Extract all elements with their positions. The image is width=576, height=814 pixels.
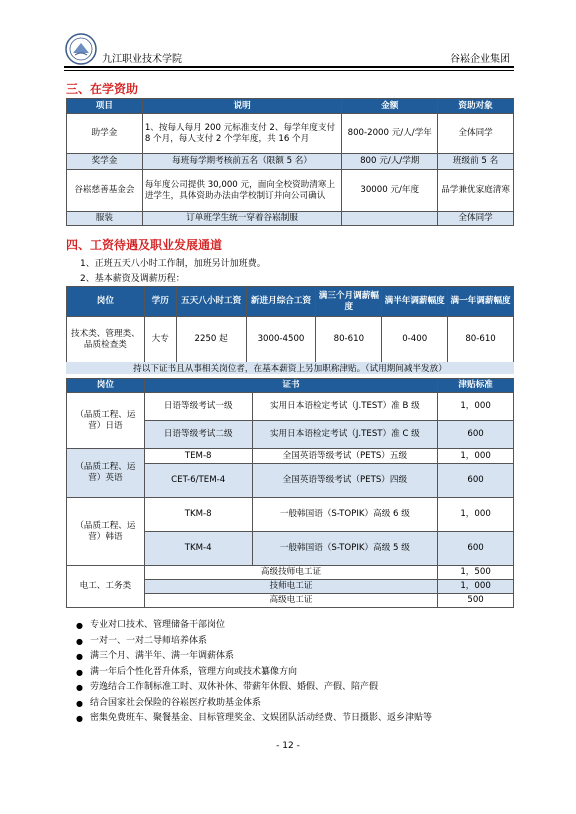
cert-allowance: 1，500 [438, 566, 514, 580]
school-logo-icon [64, 32, 98, 66]
header-divider [64, 66, 514, 68]
table-row [67, 154, 514, 170]
paragraph-salary-intro: 2、基本薪资及调薪历程： [80, 274, 185, 284]
aid-amount [342, 212, 438, 226]
table-row [67, 566, 514, 580]
page-number: - 12 - [276, 741, 300, 751]
table-row [67, 498, 514, 532]
cert-allowance: 500 [438, 594, 514, 608]
cert-name: 日语等级考试一级 [144, 393, 252, 421]
list-item: ● 密集免费班车、聚餐基金、目标管理奖金、文娱团队活动经费、节日摄影、返乡津贴等 [76, 711, 516, 727]
aid-desc: 每班每学期考核前五名（限额 5 名） [142, 154, 342, 170]
allowance-note: 持以下证书且从事相关岗位者，在基本薪资上另加职称津贴。（试用期间减半发放） [66, 362, 514, 374]
certificate-table [66, 378, 514, 608]
list-item: ● 一对一、一对二导师培养体系 [76, 634, 516, 650]
table-row [67, 317, 514, 363]
cert-name: TKM-8 [144, 498, 252, 532]
cert-equivalent: 全国英语等级考试（PETS）四级 [252, 464, 438, 498]
list-item: ● 满三个月、满半年、满一年调薪体系 [76, 649, 516, 665]
aid-target: 班级前 5 名 [438, 154, 514, 170]
cert-allowance: 1，000 [438, 449, 514, 464]
cert-group-electrician: 电工、工务类 [67, 566, 145, 608]
aid-target: 全体同学 [438, 212, 514, 226]
salary-header-1y: 满一年调薪幅度 [448, 287, 514, 317]
header-divider-thin [64, 70, 514, 71]
cert-name: TKM-4 [144, 532, 252, 566]
cert-name: CET-6/TEM-4 [144, 464, 252, 498]
cert-allowance: 1，000 [438, 498, 514, 532]
cert-name: 高级电工证 [144, 594, 437, 608]
cert-allowance: 1，000 [438, 580, 514, 594]
table-row [67, 170, 514, 212]
table-row [67, 114, 514, 154]
cert-equivalent: 实用日本语检定考试（J.TEST）准 B 级 [252, 393, 438, 421]
cert-equivalent: 一般韩国语（S-TOPIK）高级 5 级 [252, 532, 438, 566]
salary-monthly: 3000-4500 [246, 317, 316, 363]
salary-post: 技术类、管理类、品质检查类 [67, 317, 145, 363]
cert-group-english: （品质工程、运营）英语 [67, 449, 145, 498]
salary-edu: 大专 [144, 317, 176, 363]
aid-item: 服装 [67, 212, 143, 226]
table-row [67, 393, 514, 421]
cert-header-allowance: 津贴标准 [438, 379, 514, 393]
table-row [67, 449, 514, 464]
company-name: 谷崧企业集团 [450, 54, 510, 65]
aid-header-target: 资助对象 [438, 99, 514, 114]
cert-header-cert: 证书 [144, 379, 437, 393]
aid-amount: 800 元/人/学期 [342, 154, 438, 170]
aid-desc: 每年度公司提供 30,000 元，面向全校资助清寒上进学生，具体资助办法由学校制订并向公司确认 [142, 170, 342, 212]
aid-table [66, 98, 514, 226]
cert-equivalent: 全国英语等级考试（PETS）五级 [252, 449, 438, 464]
aid-item: 奖学金 [67, 154, 143, 170]
aid-item: 助学金 [67, 114, 143, 154]
cert-equivalent: 一般韩国语（S-TOPIK）高级 6 级 [252, 498, 438, 532]
cert-equivalent: 实用日本语检定考试（J.TEST）准 C 级 [252, 421, 438, 449]
salary-base: 2250 起 [176, 317, 246, 363]
salary-3m: 80-610 [316, 317, 382, 363]
list-item: ● 结合国家社会保险的谷崧医疗救助基金体系 [76, 696, 516, 712]
salary-header-6m: 满半年调薪幅度 [382, 287, 448, 317]
aid-header-desc: 说明 [142, 99, 342, 114]
salary-header-edu: 学历 [144, 287, 176, 317]
aid-amount: 800-2000 元/人/学年 [342, 114, 438, 154]
cert-name: TEM-8 [144, 449, 252, 464]
salary-header-monthly: 新进月综合工资 [246, 287, 316, 317]
cert-name: 技师电工证 [144, 580, 437, 594]
salary-6m: 0-400 [382, 317, 448, 363]
cert-header-post: 岗位 [67, 379, 145, 393]
aid-header-item: 项目 [67, 99, 143, 114]
salary-table [66, 286, 514, 363]
cert-allowance: 600 [438, 421, 514, 449]
aid-desc: 订单班学生统一穿着谷崧制服 [142, 212, 342, 226]
aid-amount: 30000 元/年度 [342, 170, 438, 212]
cert-allowance: 600 [438, 464, 514, 498]
aid-item: 谷崧慈善基金会 [67, 170, 143, 212]
cert-name: 高级技师电工证 [144, 566, 437, 580]
salary-header-base: 五天八小时工资 [176, 287, 246, 317]
section-title-aid: 三、在学资助 [66, 82, 139, 96]
salary-header-post: 岗位 [67, 287, 145, 317]
salary-header-3m: 满三个月调薪幅度 [316, 287, 382, 317]
cert-allowance: 600 [438, 532, 514, 566]
table-row [67, 212, 514, 226]
list-item: ● 劳逸结合工作制标准工时、双休补休、带薪年休假、婚假、产假、陪产假 [76, 680, 516, 696]
cert-allowance: 1，000 [438, 393, 514, 421]
cert-group-korean: （品质工程、运营）韩语 [67, 498, 145, 566]
paragraph-workweek: 1、正班五天八小时工作制，加班另计加班费。 [80, 259, 266, 269]
aid-target: 全体同学 [438, 114, 514, 154]
list-item: ● 满一年后个性化晋升体系，管理方向或技术纂像方向 [76, 665, 516, 681]
section-title-salary: 四、工资待遇及职业发展通道 [66, 238, 223, 252]
page-header [64, 28, 514, 72]
aid-target: 品学兼优家庭清寒 [438, 170, 514, 212]
list-item: ● 专业对口技术、管理储备干部岗位 [76, 618, 516, 634]
school-name: 九江职业技术学院 [102, 54, 182, 65]
cert-name: 日语等级考试二级 [144, 421, 252, 449]
cert-group-japanese: （品质工程、运营）日语 [67, 393, 145, 449]
aid-desc: 1、按每人每月 200 元标准支付 2、每学年度支付 8 个月，每人支付 2 个学年度，共 16 个月 [142, 114, 342, 154]
benefits-list [76, 618, 516, 727]
salary-1y: 80-610 [448, 317, 514, 363]
aid-header-amount: 金额 [342, 99, 438, 114]
